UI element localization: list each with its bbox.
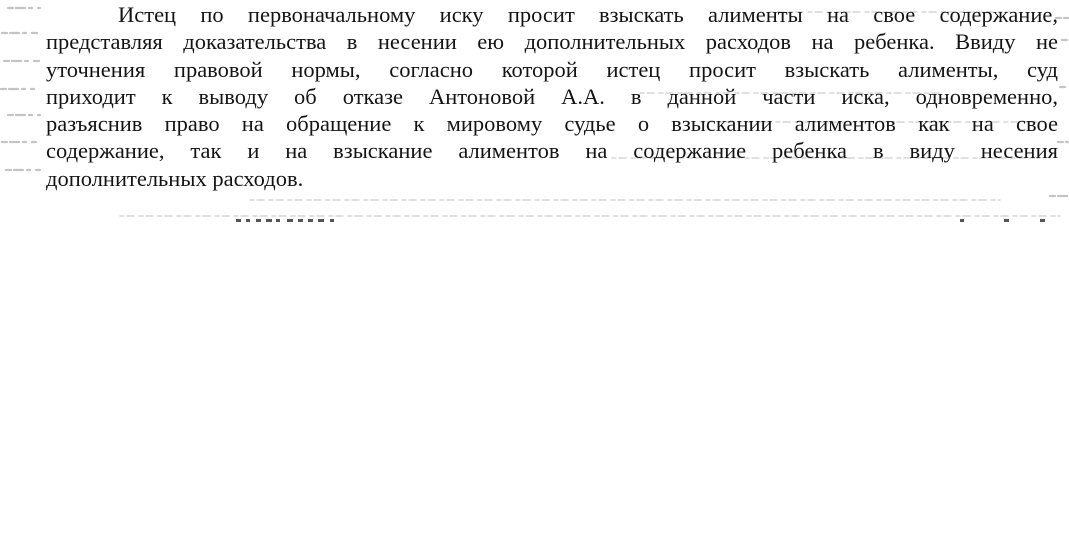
paragraph-line: содержание, так и на взыскание алиментов на содержание ребенка в виду несения (46, 138, 1058, 164)
paragraph-line: представляя доказательства в несении ею дополнительных расходов на ребенка. Ввиду не (46, 29, 1058, 55)
paragraph-line: уточнения правовой нормы, согласно которой истец просит взыскать алименты, суд (46, 56, 1058, 82)
scanned-document-fragment (0, 0, 1069, 222)
cut-off-next-line (0, 219, 1069, 222)
paragraph-line: Истец по первоначальному иску просит взыскать алименты на свое содержание, (118, 2, 1058, 27)
paragraph-line: дополнительных расходов. (46, 165, 304, 191)
paragraph-line: приходит к выводу об отказе Антоновой А.А. в данной части иска, одновременно, (46, 83, 1058, 109)
paragraph-line: разъяснив право на обращение к мировому судье о взыскании алиментов как на свое (46, 111, 1058, 137)
document-paragraph (46, 1, 1058, 192)
